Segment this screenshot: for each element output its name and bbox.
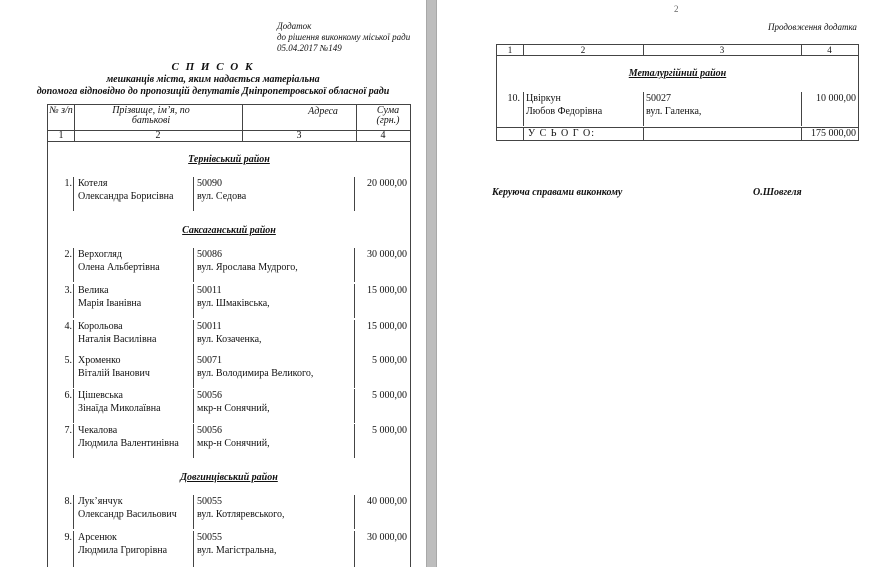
appendix-line-1: Додаток <box>277 21 312 31</box>
page-gap <box>426 0 437 567</box>
row-zip: 50056 <box>197 390 222 401</box>
table-row <box>48 320 410 354</box>
col-number-2: 2 <box>155 130 161 141</box>
col-number-4: 4 <box>827 45 832 55</box>
row-sum: 5 000,00 <box>372 355 407 366</box>
district-heading: Саксаганський район <box>182 225 276 236</box>
row-number: 4. <box>64 321 72 332</box>
col-number-2: 2 <box>580 45 586 55</box>
row-number: 10. <box>507 93 520 104</box>
row-surname: Цвіркун <box>526 93 561 104</box>
row-given-name: Олена Альбертівна <box>78 262 160 273</box>
table-row <box>497 92 858 126</box>
appendix-line-2: до рішення виконкому міської ради <box>277 32 411 42</box>
row-number: 6. <box>64 390 72 401</box>
row-surname: Чекалова <box>78 425 118 436</box>
row-street: вул. Володимира Великого, <box>197 368 314 379</box>
row-zip: 50011 <box>197 285 222 296</box>
row-given-name: Олександр Васильович <box>78 509 177 520</box>
header-address: Адреса <box>308 106 338 117</box>
row-given-name: Людмила Григорівна <box>78 545 168 556</box>
row-sum: 40 000,00 <box>367 496 407 507</box>
col-number-1: 1 <box>507 45 513 55</box>
row-surname: Цішевська <box>78 390 123 401</box>
row-surname: Котеля <box>78 178 108 189</box>
table-row <box>48 389 410 423</box>
row-given-name: Олександра Борисівна <box>78 191 174 202</box>
header-sum: Сума (грн.) <box>376 105 400 126</box>
row-sum: 15 000,00 <box>367 321 407 332</box>
document-page-1 <box>0 0 426 567</box>
row-street: мкр-н Сонячний, <box>197 403 270 414</box>
row-surname: Арсенюк <box>78 532 117 543</box>
row-surname: Лук’янчук <box>78 496 123 507</box>
row-zip: 50071 <box>197 355 222 366</box>
col-number-1: 1 <box>58 130 64 141</box>
col-number-4: 4 <box>380 130 386 141</box>
total-label: У С Ь О Г О: <box>528 128 595 139</box>
row-sum: 30 000,00 <box>367 249 407 260</box>
continuation-note: Продовження додатка <box>768 22 857 32</box>
table-row <box>48 248 410 282</box>
continuation-table <box>496 44 859 141</box>
table-row <box>48 354 410 388</box>
row-number: 9. <box>64 532 72 543</box>
appendix-note <box>277 21 410 54</box>
page-number: 2 <box>674 4 679 14</box>
row-street: вул. Козаченка, <box>197 334 262 345</box>
row-number: 3. <box>64 285 72 296</box>
manager-name: О.Шовгеля <box>753 187 802 198</box>
district-heading: Металургійний район <box>628 68 727 79</box>
district-heading: Тернівський район <box>188 154 270 165</box>
district-heading: Довгинцівський район <box>180 472 278 483</box>
row-zip: 50090 <box>197 178 222 189</box>
row-given-name: Віталій Іванович <box>78 368 150 379</box>
row-sum: 5 000,00 <box>372 390 407 401</box>
row-zip: 50055 <box>197 532 222 543</box>
list-subtitle-2: допомога відповідно до пропозицій депутатів Дніпропетровської обласної ради <box>36 86 390 97</box>
row-given-name: Зінаїда Миколаївна <box>78 403 161 414</box>
col-number-3: 3 <box>719 45 725 55</box>
row-street: вул. Котляревського, <box>197 509 285 520</box>
row-street: вул. Магістральна, <box>197 545 277 556</box>
appendix-line-3: 05.04.2017 №149 <box>277 43 342 53</box>
row-street: вул. Ярослава Мудрого, <box>197 262 298 273</box>
row-zip: 50056 <box>197 425 222 436</box>
table-row <box>48 424 410 458</box>
row-street: мкр-н Сонячний, <box>197 438 270 449</box>
row-given-name: Людмила Валентинівна <box>78 438 179 449</box>
row-surname: Велика <box>78 285 109 296</box>
row-given-name: Любов Федорівна <box>526 106 603 117</box>
row-zip: 50055 <box>197 496 222 507</box>
row-surname: Хроменко <box>78 355 121 366</box>
row-zip: 50011 <box>197 321 222 332</box>
row-sum: 15 000,00 <box>367 285 407 296</box>
row-sum: 5 000,00 <box>372 425 407 436</box>
row-number: 1. <box>64 178 72 189</box>
row-street: вул. Галенка, <box>646 106 702 117</box>
header-num: № з/п <box>49 105 73 116</box>
row-sum: 30 000,00 <box>367 532 407 543</box>
table-row <box>48 495 410 529</box>
row-sum: 10 000,00 <box>816 93 856 104</box>
manager-title: Керуюча справами виконкому <box>492 187 623 198</box>
row-street: вул. Седова <box>197 191 247 202</box>
row-surname: Верхогляд <box>78 249 122 260</box>
row-number: 5. <box>64 355 72 366</box>
document-page-2 <box>437 0 869 567</box>
table-row <box>48 284 410 318</box>
table-header <box>47 104 411 142</box>
row-number: 2. <box>64 249 72 260</box>
row-given-name: Марія Іванівна <box>78 298 142 309</box>
table-row <box>48 177 410 211</box>
table-row <box>48 531 410 567</box>
list-title: С П И С О К <box>171 61 255 73</box>
row-street: вул. Шмаківська, <box>197 298 270 309</box>
col-number-3: 3 <box>296 130 302 141</box>
row-number: 8. <box>64 496 72 507</box>
header-name: Прізвище, ім’я, по батькові <box>112 105 190 126</box>
list-subtitle-1: мешканців міста, яким надається матеріальна <box>106 74 320 85</box>
total-value: 175 000,00 <box>811 128 856 139</box>
row-given-name: Наталія Василівна <box>78 334 157 345</box>
row-zip: 50027 <box>646 93 671 104</box>
row-number: 7. <box>64 425 72 436</box>
row-zip: 50086 <box>197 249 222 260</box>
row-sum: 20 000,00 <box>367 178 407 189</box>
row-surname: Корольова <box>78 321 123 332</box>
